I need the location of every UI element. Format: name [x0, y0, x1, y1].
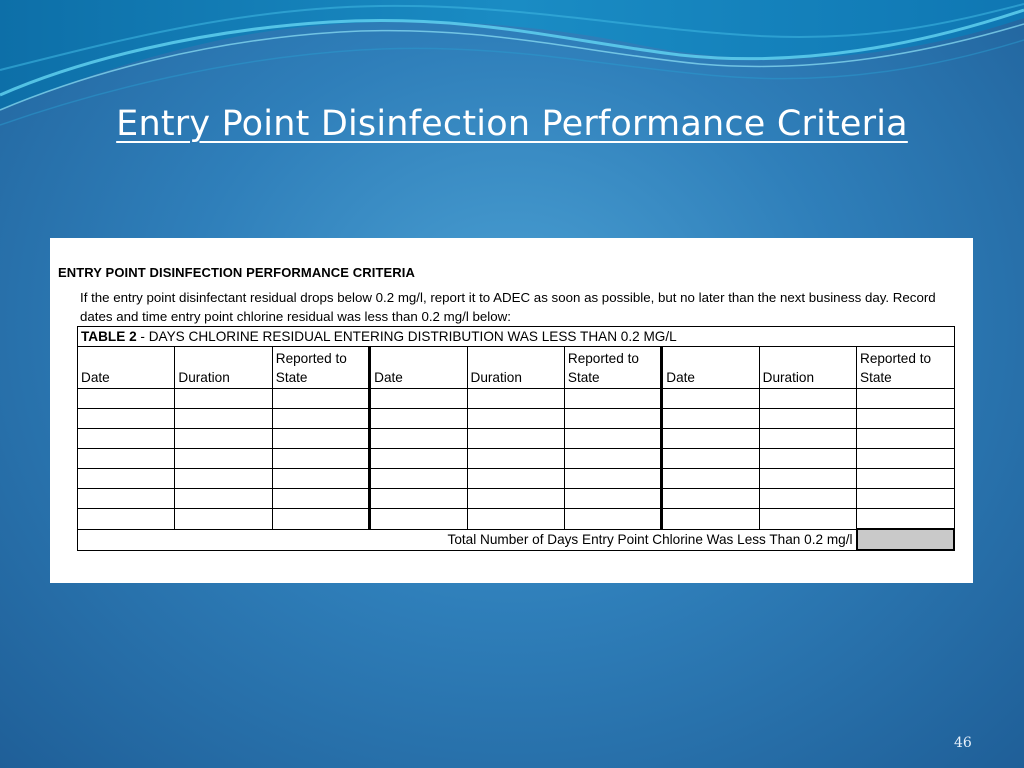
blank-cell	[662, 509, 759, 530]
blank-cell	[370, 389, 467, 409]
column-header: Duration	[175, 347, 272, 389]
table-caption-row	[78, 327, 955, 347]
blank-cell	[272, 469, 369, 489]
column-header: Reported to State	[272, 347, 369, 389]
column-header: Duration	[467, 347, 564, 389]
table-row	[78, 449, 955, 469]
blank-cell	[662, 429, 759, 449]
blank-cell	[564, 389, 661, 409]
blank-cell	[759, 409, 856, 429]
blank-cell	[564, 449, 661, 469]
blank-cell	[272, 489, 369, 509]
blank-cell	[467, 429, 564, 449]
blank-cell	[857, 509, 955, 530]
column-header-row	[78, 347, 955, 389]
blank-cell	[857, 449, 955, 469]
blank-cell	[857, 389, 955, 409]
blank-cell	[175, 489, 272, 509]
blank-cell	[759, 429, 856, 449]
chlorine-residual-table	[77, 326, 955, 551]
blank-cell	[857, 409, 955, 429]
total-value-cell	[857, 529, 955, 550]
blank-cell	[272, 389, 369, 409]
column-header: Date	[662, 347, 759, 389]
blank-cell	[370, 449, 467, 469]
blank-cell	[857, 469, 955, 489]
blank-cell	[857, 489, 955, 509]
table-caption	[78, 327, 955, 347]
blank-cell	[467, 469, 564, 489]
blank-cell	[272, 449, 369, 469]
blank-cell	[662, 409, 759, 429]
blank-cell	[175, 449, 272, 469]
blank-cell	[370, 429, 467, 449]
blank-cell	[564, 429, 661, 449]
blank-cell	[78, 449, 175, 469]
page-number: 46	[954, 735, 972, 751]
column-header: Date	[370, 347, 467, 389]
blank-cell	[467, 409, 564, 429]
blank-cell	[78, 469, 175, 489]
table-caption-label: TABLE 2	[81, 329, 137, 344]
column-header: Reported to State	[857, 347, 955, 389]
blank-cell	[78, 389, 175, 409]
blank-cell	[759, 389, 856, 409]
form-panel	[50, 238, 973, 583]
entry-rows	[78, 389, 955, 530]
blank-cell	[662, 489, 759, 509]
table-row	[78, 429, 955, 449]
table-row	[78, 489, 955, 509]
blank-cell	[564, 469, 661, 489]
total-row	[78, 529, 955, 550]
blank-cell	[467, 509, 564, 530]
blank-cell	[175, 389, 272, 409]
blank-cell	[78, 429, 175, 449]
blank-cell	[564, 489, 661, 509]
form-instructions: If the entry point disinfectant residual drops below 0.2 mg/l, report it to ADEC as soon as possible, but no later than the next business day. Record dates and time entry point chlorine residual was less than 0.2 mg/l below:	[80, 290, 936, 324]
blank-cell	[759, 509, 856, 530]
blank-cell	[272, 429, 369, 449]
blank-cell	[467, 389, 564, 409]
column-header: Date	[78, 347, 175, 389]
column-header: Reported to State	[564, 347, 661, 389]
blank-cell	[175, 429, 272, 449]
blank-cell	[272, 409, 369, 429]
blank-cell	[662, 389, 759, 409]
blank-cell	[175, 409, 272, 429]
blank-cell	[370, 509, 467, 530]
blank-cell	[467, 449, 564, 469]
blank-cell	[857, 429, 955, 449]
slide-title: Entry Point Disinfection Performance Criteria	[116, 104, 908, 144]
table-row	[78, 409, 955, 429]
table-caption-text: - DAYS CHLORINE RESIDUAL ENTERING DISTRIBUTION WAS LESS THAN 0.2 MG/L	[136, 329, 677, 344]
blank-cell	[564, 409, 661, 429]
blank-cell	[759, 469, 856, 489]
table-row	[78, 469, 955, 489]
blank-cell	[78, 509, 175, 530]
blank-cell	[370, 409, 467, 429]
form-heading: ENTRY POINT DISINFECTION PERFORMANCE CRITERIA	[58, 265, 415, 280]
column-header: Duration	[759, 347, 856, 389]
blank-cell	[78, 409, 175, 429]
blank-cell	[759, 489, 856, 509]
blank-cell	[662, 469, 759, 489]
blank-cell	[759, 449, 856, 469]
blank-cell	[175, 469, 272, 489]
table-row	[78, 509, 955, 530]
blank-cell	[564, 509, 661, 530]
blank-cell	[175, 509, 272, 530]
blank-cell	[78, 489, 175, 509]
blank-cell	[370, 469, 467, 489]
total-label: Total Number of Days Entry Point Chlorine Was Less Than 0.2 mg/l	[78, 529, 857, 550]
blank-cell	[272, 509, 369, 530]
blank-cell	[662, 449, 759, 469]
blank-cell	[467, 489, 564, 509]
table-row	[78, 389, 955, 409]
blank-cell	[370, 489, 467, 509]
